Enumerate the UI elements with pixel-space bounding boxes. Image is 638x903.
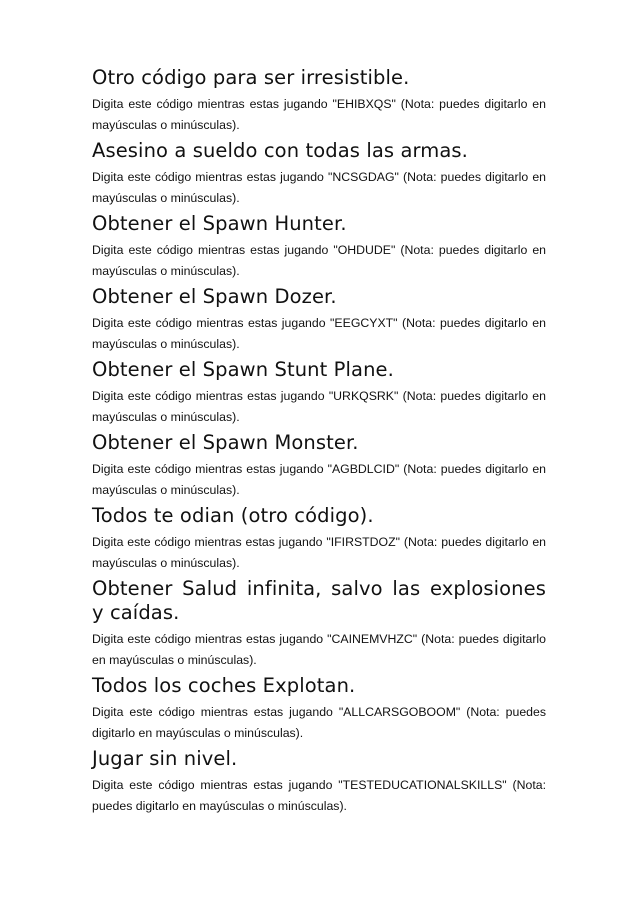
entry-body: Digita este código mientras estas jugando "OHDUDE" (Nota: puedes digitarlo en mayúsculas o minúsculas). — [92, 243, 546, 278]
cheat-entry-coches-explotan — [92, 674, 546, 744]
entry-body: Digita este código mientras estas jugando "IFIRSTDOZ" (Nota: puedes digitarlo en mayúsculas o minúsculas). — [92, 535, 546, 570]
entry-heading: Todos te odian (otro código). — [92, 504, 374, 527]
entry-body: Digita este código mientras estas jugando "AGBDLCID" (Nota: puedes digitarlo en mayúsculas o minúsculas). — [92, 462, 546, 497]
cheat-entry-spawn-dozer — [92, 285, 546, 355]
entry-body: Digita este código mientras estas jugando "URKQSRK" (Nota: puedes digitarlo en mayúsculas o minúsculas). — [92, 389, 546, 424]
entry-heading: Obtener Salud infinita, salvo las explosiones y caídas. — [92, 577, 546, 624]
entry-body: Digita este código mientras estas jugando "TESTEDUCATIONALSKILLS" (Nota: puedes digitarlo en mayúsculas o minúsculas). — [92, 778, 546, 813]
entry-heading: Obtener el Spawn Stunt Plane. — [92, 358, 394, 381]
entry-heading: Obtener el Spawn Hunter. — [92, 212, 347, 235]
entry-heading: Obtener el Spawn Dozer. — [92, 285, 337, 308]
entry-heading: Jugar sin nivel. — [92, 747, 238, 770]
entry-body: Digita este código mientras estas jugando "EEGCYXT" (Nota: puedes digitarlo en mayúsculas o minúsculas). — [92, 316, 546, 351]
entry-body: Digita este código mientras estas jugando "CAINEMVHZC" (Nota: puedes digitarlo en mayúsculas o minúsculas). — [92, 632, 546, 667]
entry-heading: Obtener el Spawn Monster. — [92, 431, 359, 454]
cheat-entry-jugar-sin-nivel — [92, 747, 546, 817]
cheat-entry-spawn-monster — [92, 431, 546, 501]
cheat-entry-salud-infinita — [92, 577, 546, 671]
entry-heading: Todos los coches Explotan. — [92, 674, 356, 697]
document-page — [92, 66, 546, 820]
cheat-entry-todos-te-odian — [92, 504, 546, 574]
cheat-entry-irresistible — [92, 66, 546, 136]
cheat-entry-spawn-hunter — [92, 212, 546, 282]
entry-heading: Otro código para ser irresistible. — [92, 66, 410, 89]
entry-body: Digita este código mientras estas jugando "NCSGDAG" (Nota: puedes digitarlo en mayúsculas o minúsculas). — [92, 170, 546, 205]
cheat-entry-asesino — [92, 139, 546, 209]
cheat-entry-spawn-stunt-plane — [92, 358, 546, 428]
entry-heading: Asesino a sueldo con todas las armas. — [92, 139, 468, 162]
entry-body: Digita este código mientras estas jugando "ALLCARSGOBOOM" (Nota: puedes digitarlo en mayúsculas o minúsculas). — [92, 705, 546, 740]
entry-body: Digita este código mientras estas jugando "EHIBXQS" (Nota: puedes digitarlo en mayúsculas o minúsculas). — [92, 97, 546, 132]
